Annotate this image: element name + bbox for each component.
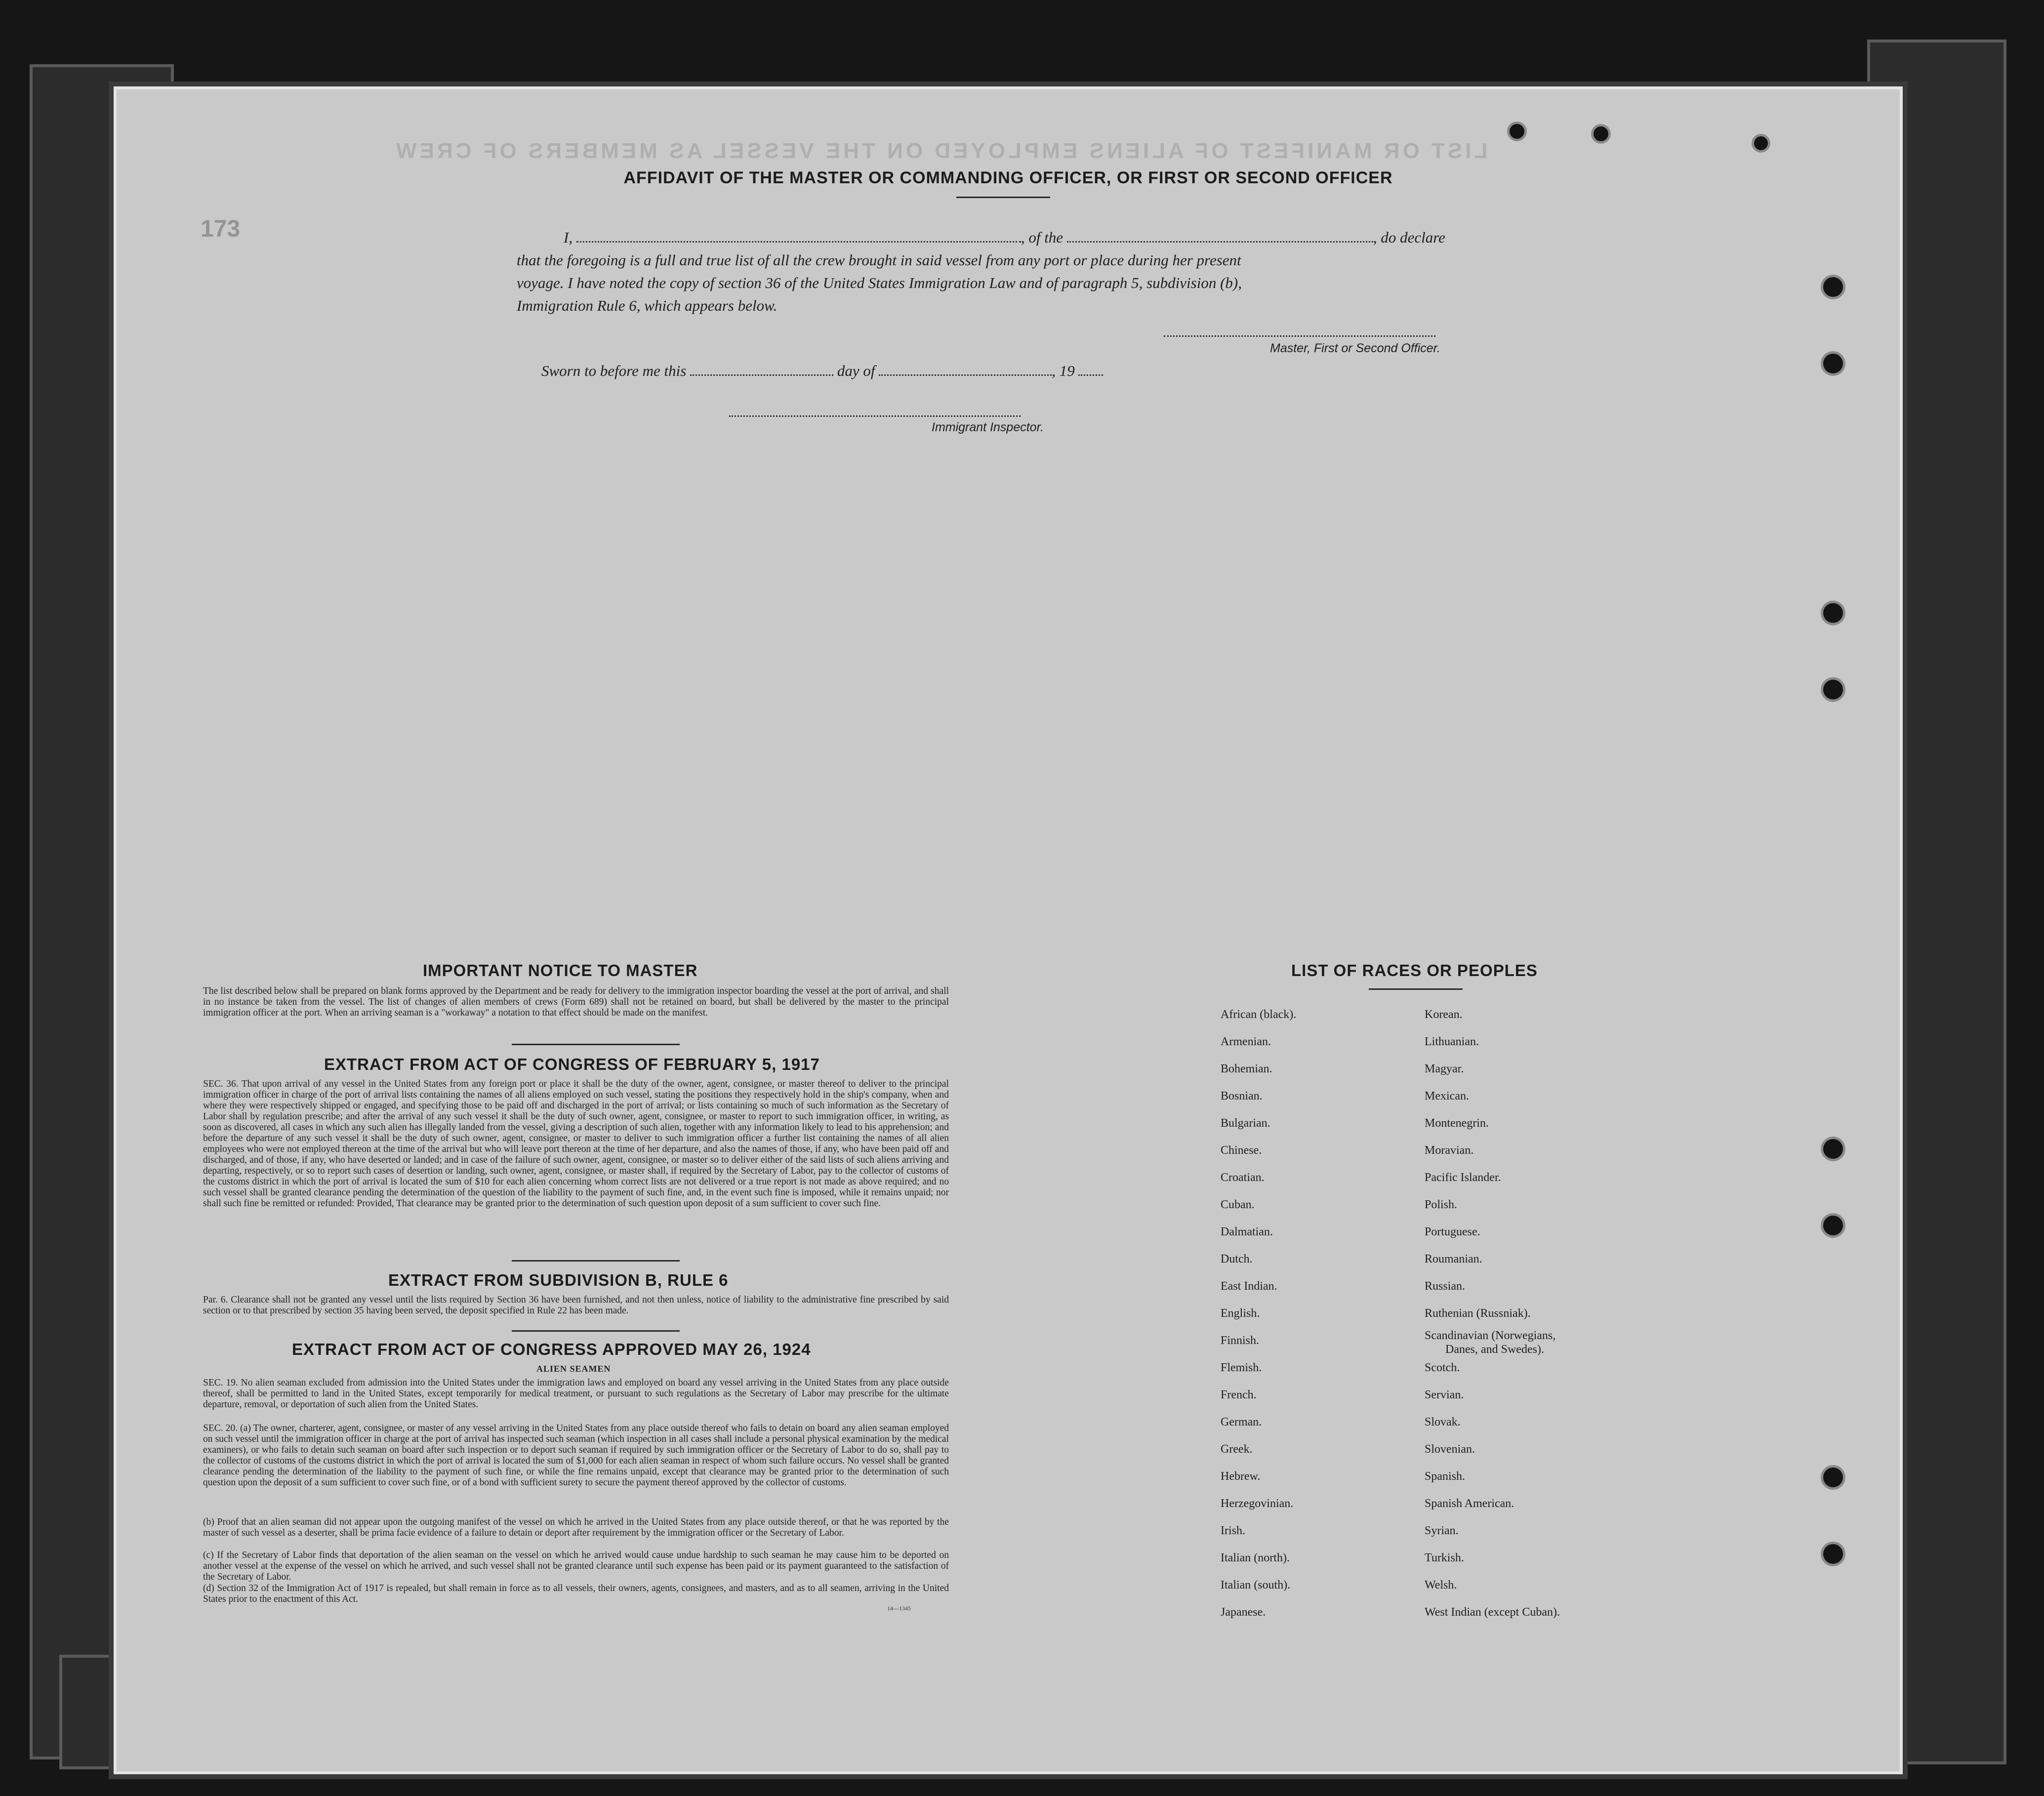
sworn-day-blank[interactable] — [690, 365, 833, 376]
race-item: Scotch. — [1425, 1361, 1460, 1374]
race-item: Finnish. — [1221, 1334, 1260, 1347]
race-item: Hebrew. — [1221, 1470, 1261, 1483]
sec20b-text: (b) Proof that an alien seaman did not appear upon the outgoing manifest of the vessel on which he arrived in the United States from any place outside thereof, or that he was reported by the master of such vessel as a deserter, shall be prima facie evidence of a failure to detain or deport after requirement by the immigration officer or the Secretary of Labor. — [203, 1517, 949, 1538]
races-title: LIST OF RACES OR PEOPLES — [1291, 961, 1538, 980]
day-of-label: day of — [837, 362, 875, 379]
race-item: Herzegovinian. — [1221, 1497, 1294, 1510]
race-item: African (black). — [1221, 1008, 1297, 1021]
race-item: Spanish American. — [1425, 1497, 1514, 1510]
affidavit-i-label: I, — [564, 229, 573, 246]
affidavit-of-the-label: , of the — [1021, 229, 1063, 246]
notice-title: IMPORTANT NOTICE TO MASTER — [423, 961, 698, 980]
race-item: German. — [1221, 1416, 1262, 1429]
affidavit-title-rule — [956, 197, 1050, 198]
sec19-text: SEC. 19. No alien seaman excluded from admission into the United States under the immigration laws and employed on board any vessel arriving in the United States from any place outside thereof, shall be permitted to land in the United States, except temporarily for medical treatment, or pursuant to such regulations as the Secretary of Labor may prescribe for the ultimate departure, removal, or deportation of such alien from the United States. — [203, 1378, 949, 1410]
race-item: Bosnian. — [1221, 1090, 1263, 1102]
sec20c-text: (c) If the Secretary of Labor finds that deportation of the alien seaman on the vessel on which he arrived would cause undue hardship to such seaman he may cause him to be deported on another vessel at the expense of the vessel on which he arrived, and such vessel shall not be granted clearance until such expense has been paid or its payment guaranteed to the satisfaction of the Secretary of Labor. — [203, 1550, 949, 1582]
top-hole-3 — [1752, 134, 1770, 153]
sworn-year-blank[interactable] — [1078, 365, 1103, 376]
race-item: Japanese. — [1221, 1606, 1266, 1619]
race-item: Dutch. — [1221, 1253, 1253, 1265]
race-item: Scandinavian (Norwegians, — [1425, 1329, 1556, 1342]
year-label: , 19 — [1052, 362, 1075, 379]
race-item: Moravian. — [1425, 1144, 1474, 1157]
race-item: Mexican. — [1425, 1090, 1469, 1102]
extract-1917-divider — [512, 1260, 680, 1262]
race-item: Slovenian. — [1425, 1443, 1475, 1456]
race-item: Montenegrin. — [1425, 1117, 1489, 1130]
race-item: Welsh. — [1425, 1579, 1457, 1592]
binder-hole — [1821, 1137, 1845, 1161]
affidavit-title: AFFIDAVIT OF THE MASTER OR COMMANDING OFFICER, OR FIRST OR SECOND OFFICER — [623, 168, 1393, 187]
race-item: East Indian. — [1221, 1280, 1277, 1293]
inspector-signature-label: Immigrant Inspector. — [932, 420, 1044, 434]
race-item: Servian. — [1425, 1388, 1464, 1401]
notice-text: The list described below shall be prepared on blank forms approved by the Department and be ready for delivery to the immigration inspector boarding the vessel at the port of arrival, and shall in no instance be taken from the vessel. The list of changes of alien members of crews (Form 689) shall not be retained on board, but shall be delivered by the master to the principal immigration officer at the port. When an arriving seaman is a "workaway" a notation to that effect should be made on the manifest. — [203, 986, 949, 1018]
form-number: 14—1345 — [887, 1605, 911, 1612]
race-item: Spanish. — [1425, 1470, 1466, 1483]
race-item: Italian (north). — [1221, 1551, 1290, 1564]
name-blank[interactable] — [576, 231, 1021, 243]
race-item: Bohemian. — [1221, 1062, 1272, 1075]
races-title-rule — [1369, 988, 1463, 990]
affidavit-text-line-4: Immigration Rule 6, which appears below. — [517, 297, 777, 314]
race-item: Bulgarian. — [1221, 1117, 1270, 1130]
race-item: Flemish. — [1221, 1361, 1262, 1374]
race-item: Magyar. — [1425, 1062, 1464, 1075]
race-item: Ruthenian (Russniak). — [1425, 1307, 1531, 1320]
sec20d-text: (d) Section 32 of the Immigration Act of 1917 is repealed, but shall remain in force as to all vessels, their owners, agents, consignees, and masters, and as to all seamen, arriving in the United States prior to the enactment of this Act. — [203, 1583, 949, 1604]
extract-1917-text: SEC. 36. That upon arrival of any vessel in the United States from any foreign port or place it shall be the duty of the owner, agent, consignee, or master thereof to deliver to the principal immigration officer in charge of the port of arrival lists containing the names of all aliens employed on such vessel, stating the positions they respectively hold in the ship's company, when and where they were respectively shipped or engaged, and specifying those to be paid off and discharged in the port of arrival; or lists containing so much of such information as the Secretary of Labor shall by regulation prescribe; and after the arrival of any such vessel it shall be the duty of such owner, agent, consignee, or master to report to such immigration officer, in writing, as soon as discovered, all cases in which any such alien has illegally landed from the vessel, giving a description of such alien, together with any information likely to lead to his apprehension; and before the departure of any such vessel it shall be the duty of such owner, agent, consignee, or master to deliver to such immigration officer a further list containing the names of all alien employees who were not employed thereon at the time of the arrival but who will leave port thereon at the time of her departure, and also the names of those, if any, who have been paid off and discharged, and of those, if any, who have deserted or landed; and in case of the failure of such owner, agent, consignee, or master so to deliver either of the said lists of such aliens arriving and departing, respectively, or so to report such cases of desertion or landing, such owner, agent, consignee, or master shall, if required by the Secretary of Labor, pay to the collector of customs of the customs district in which the port of arrival is located the sum of $10 for each alien concerning whom correct lists are not delivered or a true report is not made as above required; and no such vessel shall be granted clearance pending the determination of the question of the liability to the payment of such fine, and, in the event such fine is imposed, while it remains unpaid; nor shall such fine be remitted or refunded: Provided, That clearance may be granted prior to the determination of such question upon deposit of a sum sufficient to cover such fine. — [203, 1079, 949, 1209]
rule6-text: Par. 6. Clearance shall not be granted any vessel until the lists required by Section 36 have been furnished, and not then unless, notice of liability to the administrative fine prescribed by said section or to that prescribed by section 35 having been served, the deposit specified in Rule 22 has been made. — [203, 1295, 949, 1316]
extract-1924-title: EXTRACT FROM ACT OF CONGRESS APPROVED MAY 26, 1924 — [292, 1340, 811, 1358]
sworn-label: Sworn to before me this — [541, 362, 687, 379]
rule6-title: EXTRACT FROM SUBDIVISION B, RULE 6 — [388, 1271, 729, 1289]
top-hole-1 — [1507, 122, 1527, 141]
top-hole-2 — [1591, 124, 1611, 144]
race-item: English. — [1221, 1307, 1260, 1320]
race-item: West Indian (except Cuban). — [1425, 1606, 1560, 1619]
race-item: Slovak. — [1425, 1416, 1461, 1429]
binder-hole — [1821, 1542, 1845, 1566]
race-item: Portuguese. — [1425, 1225, 1480, 1238]
race-item: Turkish. — [1425, 1551, 1464, 1564]
master-signature-label: Master, First or Second Officer. — [1270, 341, 1441, 355]
notice-divider — [512, 1044, 680, 1045]
affidavit-declare-label: , do declare — [1373, 229, 1445, 246]
inspector-signature-line[interactable] — [729, 406, 1021, 417]
race-item: Syrian. — [1425, 1524, 1459, 1537]
bleed-through-margin-number: 173 — [201, 216, 241, 242]
binder-hole — [1821, 275, 1845, 299]
race-item: Cuban. — [1221, 1198, 1255, 1211]
vessel-blank[interactable] — [1067, 231, 1373, 243]
race-item: Irish. — [1221, 1524, 1245, 1537]
race-item: Polish. — [1425, 1198, 1458, 1211]
race-item: Pacific Islander. — [1425, 1171, 1501, 1184]
race-item: Greek. — [1221, 1443, 1253, 1456]
binder-hole — [1821, 351, 1845, 376]
affidavit-text-line-2: that the foregoing is a full and true list of all the crew brought in said vessel from any port or place during her present — [517, 251, 1241, 269]
binder-hole — [1821, 601, 1845, 625]
race-item: Russian. — [1425, 1280, 1466, 1293]
race-item-continuation: Danes, and Swedes). — [1445, 1343, 1544, 1356]
affidavit-text-line-3: voyage. I have noted the copy of section 36 of the United States Immigration Law and of paragraph 5, subdivision (b), — [517, 274, 1242, 291]
sworn-month-blank[interactable] — [879, 365, 1052, 376]
race-item: Chinese. — [1221, 1144, 1262, 1157]
document-page — [114, 86, 1903, 1774]
binder-hole — [1821, 677, 1845, 702]
master-signature-line[interactable] — [1164, 326, 1435, 337]
extract-1917-title: EXTRACT FROM ACT OF CONGRESS OF FEBRUARY 5, 1917 — [324, 1055, 820, 1073]
race-item: Italian (south). — [1221, 1579, 1291, 1592]
race-item: French. — [1221, 1388, 1257, 1401]
race-item: Croatian. — [1221, 1171, 1265, 1184]
sec20a-text: SEC. 20. (a) The owner, charterer, agent, consignee, or master of any vessel arriving in the United States from any place outside thereof who fails to detain on board any alien seaman employed on such vessel until the immigration officer in charge at the port of arrival has inspected such seaman (which inspection in all cases shall include a personal physical examination by the medical examiners), or who fails to detain such seaman on board after such inspection or to deport such seaman if required by such immigration officer or the Secretary of Labor to do so, shall pay to the collector of customs of the customs district in which the port of arrival is located the sum of $1,000 for each alien seaman in respect of whom such failure occurs. No vessel shall be granted clearance pending the determination of the liability to the payment of such fine, or while the fine remains unpaid, except that clearance may be granted prior to the determination of such question upon the deposit of a sum sufficient to cover such fine, or of a bond with sufficient surety to secure the payment thereof approved by the collector of customs. — [203, 1423, 949, 1488]
sworn-line — [541, 362, 1103, 380]
race-item: Korean. — [1425, 1008, 1463, 1021]
alien-seamen-subtitle: ALIEN SEAMEN — [536, 1364, 611, 1374]
affidavit-declaration-line — [564, 229, 1445, 246]
rule6-divider — [512, 1330, 680, 1332]
race-item: Dalmatian. — [1221, 1225, 1273, 1238]
bleed-through-heading: LIST OR MANIFEST OF ALIENS EMPLOYED ON THE VESSEL AS MEMBERS OF CREW — [393, 139, 1488, 163]
binder-hole — [1821, 1465, 1845, 1490]
race-item: Lithuanian. — [1425, 1035, 1479, 1048]
race-item: Roumanian. — [1425, 1253, 1482, 1265]
binder-hole — [1821, 1213, 1845, 1238]
race-item: Armenian. — [1221, 1035, 1271, 1048]
